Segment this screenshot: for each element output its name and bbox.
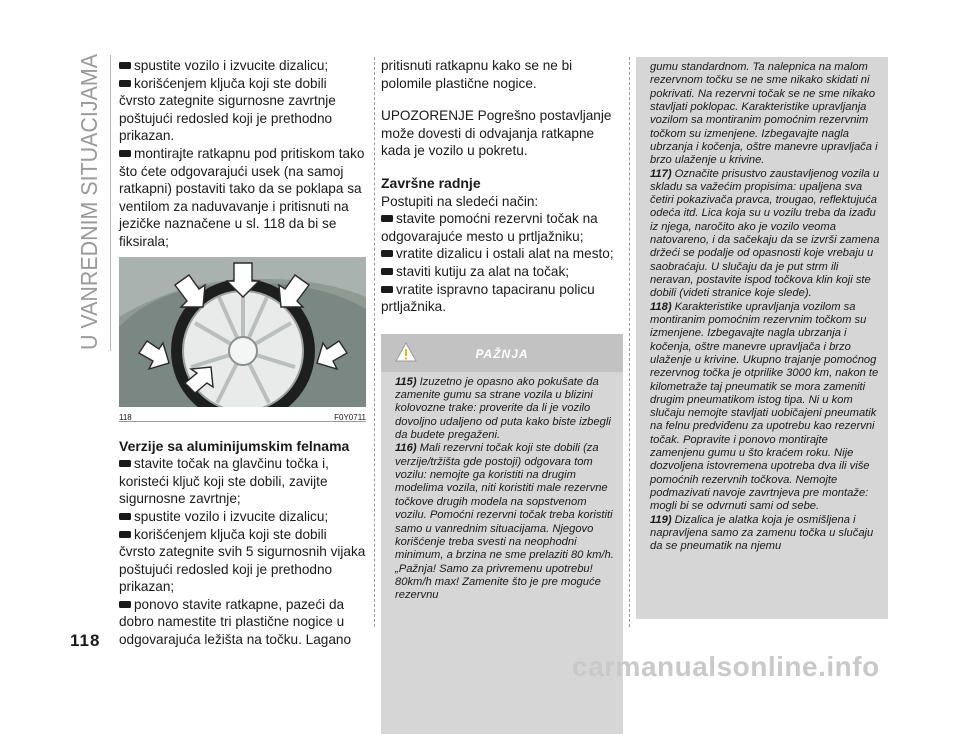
site-watermark: carmanualsonline.info — [572, 651, 880, 682]
warning-item-text: Dizalica je alatka koja je osmišljena i napravljena samo za zamenu točka u slučaju da se pneumatik na njemu — [650, 513, 874, 553]
page-number: 118 — [70, 631, 101, 650]
alloy-step-3: korišćenjem ključa koji ste dobili čvrsto zategnite svih 5 sigurnosnih vijaka poštujući redosled koji je prethodno prikazan; — [119, 526, 366, 595]
section-title-final: Završne radnje — [381, 174, 481, 191]
column-1 — [119, 57, 366, 649]
warning-box-title: PAŽNJA — [475, 346, 529, 361]
wheel-illustration — [119, 257, 366, 407]
column-3-warnings — [636, 57, 888, 619]
alloy-step-1: stavite točak na glavčinu točka i, koristeći ključ koji ste dobili, zavijte sigurnosne zavrtnje; — [119, 455, 366, 508]
warning-item-text: Izuzetno je opasno ako pokušate da zamenite gumu sa strane vozila u blizini kolovozne trake: proverite da li je vozilo dovoljno udaljeno od puta kako biste izbegli da budete pregaženi. — [395, 375, 611, 442]
section-title-alloy: Verzije sa aluminijumskim felnama — [119, 437, 350, 454]
alloy-step-2: spustite vozilo i izvucite dizalicu; — [119, 508, 366, 526]
continuation-text: pritisnuti ratkapnu kako se ne bi polomile plastične nogice. — [381, 58, 573, 91]
figure-wheel-hubcap — [119, 257, 366, 407]
warning-item-number: 118) — [650, 300, 672, 313]
warning-item-118 — [650, 301, 882, 514]
column-divider-1 — [374, 57, 375, 627]
side-rule — [110, 55, 111, 351]
step-mount-hubcap: montirajte ratkapnu pod pritiskom tako što ćete odgovarajući usek (na samoj ratkapni) postaviti tako da se poklapa sa ventilom za naduvavanje i pritisnuti na jezičke naznačene u sl. 118 da bi se fiksirala; — [119, 145, 365, 249]
warning-item-text: Označite prisustvo zaustavljenog vozila u skladu sa važećim propisima: upaljena sva četiri pokazivača pravca, trougao, reflektujuća odeća itd. Lica koja su u vozilu treba da izađu iz njega, naročito ako je vozilo veoma natovareno, i da sačekaju da se izvrši zamena držeći se podalje od opasnosti koje vrebaju u saobraćaju. U slučaju da je put strm ili neravan, postavite ispod točkova klin koji ste dobili (videti stranice koje slede). — [650, 167, 880, 300]
figure-number: 118 — [119, 412, 132, 422]
warning-item-117 — [650, 168, 882, 301]
figure-code: F0Y0711 — [334, 412, 366, 422]
column-divider-2 — [629, 57, 630, 627]
final-step-3: staviti kutiju za alat na točak; — [381, 263, 621, 281]
step-tighten-bolts: korišćenjem ključa koji ste dobili čvrsto zategnite sigurnosne zavrtnje poštujući redosled koji je prethodno prikazan. — [119, 75, 366, 145]
step-lower-vehicle: spustite vozilo i izvucite dizalicu; — [119, 57, 366, 75]
final-step-1: stavite pomoćni rezervni točak na odgovarajuće mesto u prtljažniku; — [381, 210, 621, 245]
warning-paragraph: UPOZORENJE Pogrešno postavljanje može dovesti di odvajanja ratkapne kada je vozilo u pokretu. — [381, 108, 612, 159]
warning-item-text: Mali rezervni točak koji ste dobili (za verzije/tržišta gde postoji) odgovara tom vozilu: nemojte ga koristiti na drugim modelima vozila, niti koristiti male rezervne točkove drugih modela na sopstvenom vozilu. Pomoćni rezervni točak treba koristiti samo u vanrednim situacijama. Njegovo korišćenje treba svesti na neophodni minimum, a brzina ne sme prelaziti 80 km/h. „Pažnja! Samo za privremenu upotrebu! 80km/h max! Zamenite što je pre moguće rezervnu — [395, 442, 614, 602]
warning-item-116 — [395, 442, 614, 602]
steel-rim-steps — [119, 57, 366, 251]
warning-item-text: Karakteristike upravljanja vozilom sa montiranim pomoćnim rezervnim točkom su izmenjene. Izbegavajte nagla ubrzanja i kočenja, oštre manevre upravljača i brzo ulaženje u krivine. Ukupno trajanje pomoćnog rezervnog točka je otprilike 3000 km, nakon te kilometraže taj pneumatik se mora zameniti drugim pneumatikom istog tipa. Ni u kom slučaju nemojte stavljati uobičajeni pneumatik na felnu predviđenu za upotrebu kao rezervni točak. Popravite i ponovo montirajte zamenjenu gumu u što kraćem roku. Nije dozvoljena istovremena upotreba dva ili više pomoćnih rezervnih točkova. Nemojte podmazivati navoje zavrtnjeva pre montaže: mogli bi se odvrnuti sami od sebe. — [650, 300, 879, 513]
warning-item-number: 119) — [650, 513, 672, 526]
warning-item-119 — [650, 514, 882, 554]
warning-item-115 — [395, 376, 614, 443]
warning-item-text: gumu standardnom. Ta nalepnica na malom rezervnom točku se ne sme nikako skidati ni pokrivati. Na rezervni točak se ne sme nikako stavljati poklopac. Karakteristike upravljanja vozilom sa montiranim pomoćnim rezervnim točkom su izmenjene. Izbegavajte nagla ubrzanja i kočenja, oštre manevre upravljača i brzo ulaženje u krivine. — [650, 61, 878, 167]
warning-box-header — [381, 334, 623, 372]
warning-item-continuation — [650, 61, 882, 168]
warning-item-number: 115) — [395, 375, 417, 388]
final-intro: Postupiti na sledeći način: — [381, 193, 539, 209]
figure-caption — [119, 409, 366, 422]
warning-item-number: 116) — [395, 442, 417, 455]
warning-item-number: 117) — [650, 167, 672, 180]
alloy-step-4: ponovo stavite ratkapne, pazeći da dobro namestite tri plastične nogice u odgovarajuća ležišta na točku. Lagano — [119, 596, 366, 649]
warning-box-body — [381, 372, 623, 603]
chapter-side-title-text: U VANREDNIM SITUACIJAMA — [76, 50, 102, 350]
final-step-4: vratite ispravno tapaciranu policu prtljažnika. — [381, 281, 621, 316]
chapter-side-title — [66, 50, 106, 350]
final-step-2: vratite dizalicu i ostali alat na mesto; — [381, 245, 621, 263]
column-2 — [381, 57, 621, 734]
